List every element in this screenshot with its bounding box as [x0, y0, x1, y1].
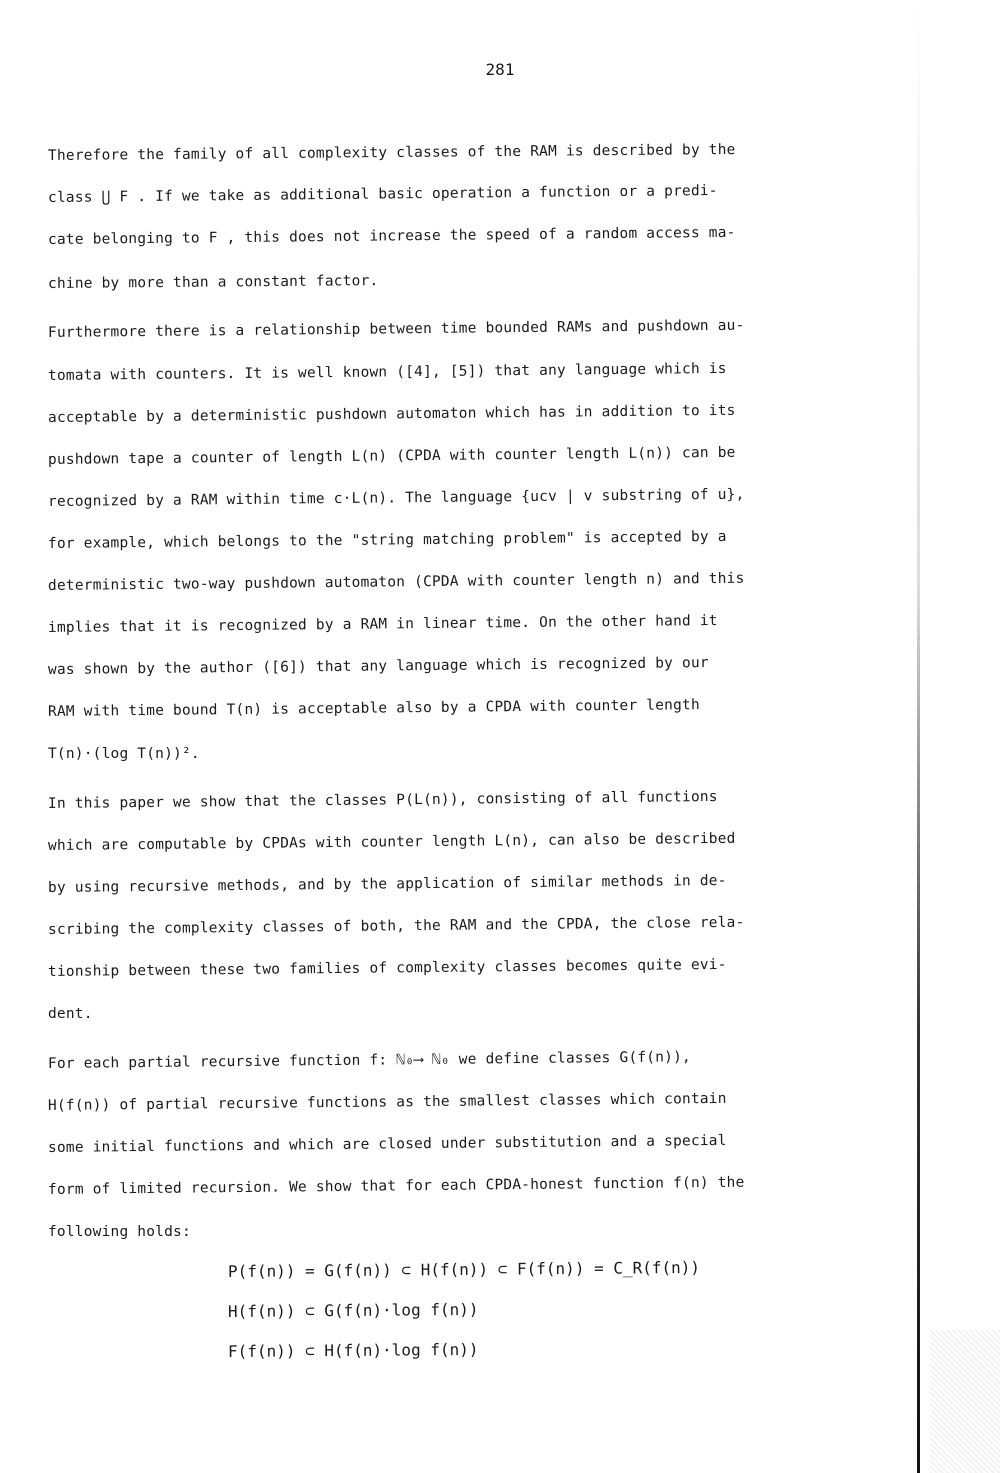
- formula: F(f(n)) ⊂ H(f(n)·log f(n)): [227, 1339, 479, 1361]
- text-line: some initial functions and which are closed under substitution and a special: [47, 1132, 727, 1156]
- text-line: form of limited recursion. We show that for each CPDA-honest function f(n) the: [47, 1174, 745, 1198]
- text-line: tionship between these two families of complexity classes becomes quite evi-: [47, 956, 727, 980]
- formula: H(f(n)) ⊂ G(f(n)·log f(n)): [227, 1299, 479, 1321]
- text-line: was shown by the author ([6]) that any language which is recognized by our: [47, 655, 709, 678]
- text-line: H(f(n)) of partial recursive functions as the smallest classes which contain: [47, 1090, 727, 1114]
- text-line: class ⋃ F . If we take as additional basic operation a function or a predi-: [47, 182, 718, 206]
- text-line: scribing the complexity classes of both, the RAM and the CPDA, the close rela-: [47, 914, 745, 938]
- formula: P(f(n)) = G(f(n)) ⊂ H(f(n)) ⊂ F(f(n)) = C_R(f(n)): [227, 1257, 701, 1281]
- text-line: Therefore the family of all complexity classes of the RAM is described by the: [47, 142, 736, 164]
- text-line: pushdown tape a counter of length L(n) (CPDA with counter length L(n)) can be: [47, 444, 736, 468]
- text-line: Furthermore there is a relationship between time bounded RAMs and pushdown au-: [47, 317, 745, 341]
- text-line: following holds:: [48, 1224, 191, 1240]
- text-line: chine by more than a constant factor.: [47, 273, 379, 292]
- text-line: tomata with counters. It is well known ([4], [5]) that any language which is: [47, 360, 727, 384]
- text-line: In this paper we show that the classes P(L(n)), consisting of all functions: [47, 788, 718, 812]
- text-line: For each partial recursive function f: ℕ₀⟶ ℕ₀ we define classes G(f(n)),: [47, 1049, 692, 1072]
- text-line: cate belonging to F , this does not increase the speed of a random access ma-: [47, 224, 736, 248]
- text-line: for example, which belongs to the "string matching problem" is accepted by a: [47, 528, 727, 552]
- text-line: which are computable by CPDAs with counter length L(n), can also be described: [47, 830, 736, 854]
- text-line: deterministic two-way pushdown automaton (CPDA with counter length n) and this: [47, 570, 745, 594]
- scan-noise: [930, 1330, 1000, 1473]
- text-line: acceptable by a deterministic pushdown automaton which has in addition to its: [47, 402, 736, 426]
- text-line: recognized by a RAM within time c·L(n). The language {ucv | v substring of u},: [47, 486, 745, 510]
- text-line: implies that it is recognized by a RAM in linear time. On the other hand it: [47, 612, 718, 636]
- text-line: dent.: [48, 1006, 93, 1022]
- text-line: by using recursive methods, and by the application of similar methods in de-: [47, 872, 727, 896]
- page-edge-shadow: [917, 0, 920, 1473]
- page-number: 281: [485, 60, 515, 79]
- text-line: RAM with time bound T(n) is acceptable also by a CPDA with counter length: [47, 697, 700, 720]
- text-line: T(n)·(log T(n))².: [48, 746, 200, 762]
